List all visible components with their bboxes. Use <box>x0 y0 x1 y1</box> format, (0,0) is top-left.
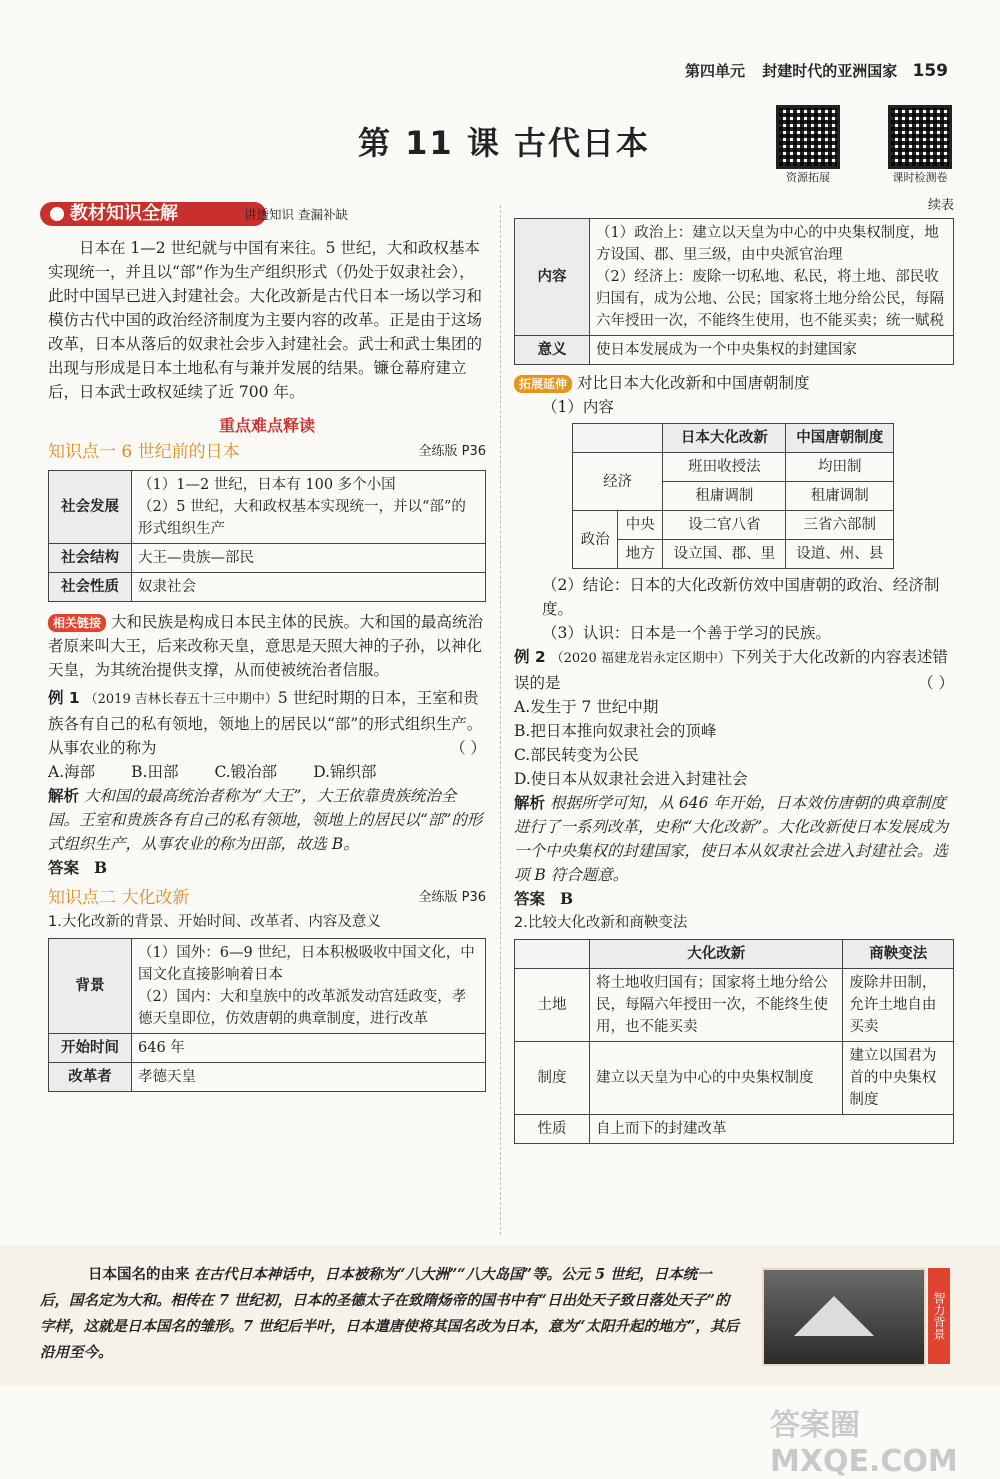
option[interactable]: A.海部 <box>48 763 96 781</box>
kp2-table <box>48 938 486 1092</box>
table-row <box>515 969 954 1042</box>
col-header: 商鞅变法 <box>843 940 954 969</box>
example-label: 例 2 <box>514 648 546 666</box>
banner-label: 教材知识全解 <box>70 203 178 224</box>
table-cell: 使日本发展成为一个中央集权的封建国家 <box>590 336 954 365</box>
left-column <box>48 236 486 1092</box>
extension-tag: 拓展延伸 <box>514 375 572 393</box>
table-row-head: 内容 <box>515 219 590 336</box>
right-column <box>514 194 954 1144</box>
example-2-options <box>514 695 954 791</box>
qr-resource-label: 资源拓展 <box>786 171 830 184</box>
kp2-ref: 全练版 P36 <box>418 890 486 905</box>
answer-paren: （ ） <box>918 674 954 692</box>
table-cell: 三省六部制 <box>786 511 894 540</box>
table-cell: 奴隶社会 <box>132 573 486 602</box>
table-row <box>573 511 894 540</box>
table-cell: 设二官八省 <box>663 511 786 540</box>
table-row-head: 社会结构 <box>49 544 132 573</box>
answer-value: B <box>93 858 108 877</box>
kp2-heading <box>48 886 486 910</box>
compare-title: 2.比较大化改新和商鞅变法 <box>514 915 688 931</box>
table-row-head: 制度 <box>515 1042 590 1115</box>
cell-line: （2）经济上：废除一切私地、私民，将土地、部民收归国有，成为公地、公民；国家将土地分给公民，每隔六年授田一次，不能终生使用，也不能买卖；统一赋税 <box>596 269 944 329</box>
table-cell <box>132 471 486 544</box>
example-2-analysis <box>514 791 954 887</box>
column-divider <box>500 205 502 1235</box>
example-stem: 5 世纪时期的日本，王室和贵族各有自己的私有领地，领地上的居民以“部”的形式组织生产。从事农业的称为 <box>48 689 483 757</box>
related-link-tag: 相关链接 <box>48 614 106 632</box>
analysis-label: 解析 <box>514 794 546 812</box>
example-1 <box>48 686 486 760</box>
option[interactable]: D.锦织部 <box>313 763 377 781</box>
mountain-icon <box>794 1296 874 1336</box>
table-row-head: 性质 <box>515 1115 590 1144</box>
table-cell: 班田收授法 <box>663 453 786 482</box>
conclusion: （2）结论：日本的大化改新仿效中国唐朝的政治、经济制度。 <box>542 576 940 618</box>
table-row <box>573 453 894 482</box>
answer-paren: （ ） <box>450 739 486 757</box>
table-row-head: 意义 <box>515 336 590 365</box>
table-cell: 租庸调制 <box>663 482 786 511</box>
table-cell: 建立以国君为首的中央集权制度 <box>843 1042 954 1115</box>
example-1-options <box>48 760 486 784</box>
answer-label: 答案 <box>514 890 546 908</box>
cell-line: （2）国内：大和皇族中的改革派发动宫廷政变，孝德天皇即位，仿效唐朝的典章制度，进行改革 <box>138 989 467 1027</box>
col-header: 日本大化改新 <box>663 424 786 453</box>
table-cell: 均田制 <box>786 453 894 482</box>
related-link <box>48 610 486 682</box>
table-row <box>515 1042 954 1115</box>
table-cell: 孝德天皇 <box>132 1063 486 1092</box>
table-row <box>49 1063 486 1092</box>
option[interactable]: B.田部 <box>131 763 179 781</box>
option[interactable]: C.锻冶部 <box>214 763 278 781</box>
compare-table <box>514 939 954 1144</box>
option[interactable]: D.使日本从奴隶社会进入封建社会 <box>514 770 748 788</box>
table-row <box>515 336 954 365</box>
table-cell: 设立国、郡、里 <box>663 540 786 569</box>
table-cell: 大王—贵族—部民 <box>132 544 486 573</box>
table-row <box>49 544 486 573</box>
kp1-label: 知识点一 6 世纪前的日本 <box>48 442 240 462</box>
extension-heading <box>514 371 954 395</box>
unit-theme: 封建时代的亚洲国家 <box>762 62 898 80</box>
kp1-heading <box>48 440 486 464</box>
page-number: 159 <box>912 61 948 81</box>
row-group: 政治 <box>573 511 618 569</box>
side-tag: 智力背景 <box>928 1268 950 1364</box>
footer-note <box>40 1262 740 1366</box>
example-1-answer <box>48 856 486 880</box>
table-cell: 646 年 <box>132 1034 486 1063</box>
option[interactable]: A.发生于 7 世纪中期 <box>514 698 659 716</box>
analysis-text: 大和国的最高统治者称为“大王”，大王依靠贵族统治全国。王室和贵族各有自己的私有领地，领地上的居民以“部”的形式组织生产，从事农业的称为田部，故选 B。 <box>48 787 483 853</box>
section-banner <box>40 202 266 226</box>
continued-table <box>514 218 954 365</box>
table-row <box>515 219 954 336</box>
cell-line: （1）国外：6—9 世纪，日本积极吸收中国文化，中国文化直接影响着日本 <box>138 945 475 983</box>
intro-paragraph: 日本在 1—2 世纪就与中国有来往。5 世纪，大和政权基本实现统一，并且以“部”作为生产组织形式（仍处于奴隶社会），此时中国早已进入封建社会。大化改新是古代日本一场以学习和模仿古代中国的政治经济制度为主要内容的改革。正是由于这场改革，日本从落后的奴隶社会步入封建社会。武士和武士集团的出现与形成是日本土地私有与兼并发展的结果。镰仓幕府建立后，日本武士政权延续了近 700 年。 <box>48 239 483 401</box>
table-cell: 将土地收归国有；国家将土地分给公民，每隔六年授田一次，不能终生使用，也不能买卖 <box>590 969 843 1042</box>
col-header: 大化改新 <box>590 940 843 969</box>
running-header <box>685 60 948 81</box>
lesson-title: 第 11 课 古代日本 <box>358 124 650 162</box>
footer-text: 在古代日本神话中，日本被称为“八大洲”“八大岛国”等。公元 5 世纪，日本统一后，国名定为大和。相传在 7 世纪初，日本的圣德太子在致隋炀帝的国书中有“日出处天子致日落处天子”的字样，这就是日本国名的雏形。7 世纪后半叶，日本遣唐使将其国名改为日本，意为“太阳升起的地方”，其后沿用至今。 <box>40 1266 739 1361</box>
table-cell <box>132 939 486 1034</box>
qr-quiz-label: 课时检测卷 <box>892 171 948 184</box>
table-row <box>49 573 486 602</box>
col-header: 中国唐朝制度 <box>786 424 894 453</box>
table-row-head: 开始时间 <box>49 1034 132 1063</box>
extension-title: 对比日本大化改新和中国唐朝制度 <box>576 374 810 392</box>
example-stem: 下列关于大化改新的内容表述错误的是 <box>514 648 948 692</box>
answer-value: B <box>559 889 574 908</box>
row-group: 经济 <box>573 453 663 511</box>
table-row <box>515 940 954 969</box>
kp2-subtitle: 1.大化改新的背景、开始时间、改革者、内容及意义 <box>48 914 381 930</box>
insight: （3）认识：日本是一个善于学习的民族。 <box>542 624 831 642</box>
table-cell: 设道、州、县 <box>786 540 894 569</box>
table-row <box>49 471 486 544</box>
footer-title: 日本国名的由来 <box>88 1267 190 1283</box>
qr-code-icon[interactable] <box>776 105 840 169</box>
kp1-table <box>48 470 486 602</box>
qr-resource[interactable] <box>768 105 848 185</box>
table-corner <box>573 424 663 453</box>
example-source: （2020 福建龙岩永定区期中） <box>550 651 731 666</box>
table-cell: 租庸调制 <box>786 482 894 511</box>
table-corner <box>515 940 590 969</box>
unit-label: 第四单元 <box>685 62 746 80</box>
table-cell <box>590 219 954 336</box>
table-cell: 自上而下的封建改革 <box>590 1115 954 1144</box>
row-sub: 地方 <box>618 540 663 569</box>
table-row-head: 社会性质 <box>49 573 132 602</box>
extension-sub: （1）内容 <box>542 398 614 416</box>
qr-quiz[interactable] <box>880 105 960 185</box>
table-row <box>515 1115 954 1144</box>
table-row-head: 背景 <box>49 939 132 1034</box>
cell-line: （1）1—2 世纪，日本有 100 多个小国 <box>138 477 396 493</box>
watermark: 答案圈 MXQE.COM <box>770 1408 958 1479</box>
table-row <box>49 939 486 1034</box>
example-2-answer <box>514 887 954 911</box>
table-row-head: 社会发展 <box>49 471 132 544</box>
related-link-text: 大和民族是构成日本民主体的民族。大和国的最高统治者原来叫大王，后来改称天皇，意思是天照大神的子孙，以神化天皇，为其统治提供支撑，从而使被统治者信服。 <box>48 613 483 679</box>
example-2 <box>514 645 954 695</box>
table-row <box>49 1034 486 1063</box>
kp2-label: 知识点二 大化改新 <box>48 888 190 908</box>
section-heading: 重点难点释读 <box>218 416 315 435</box>
table-row-head: 土地 <box>515 969 590 1042</box>
qr-code-icon[interactable] <box>888 105 952 169</box>
example-label: 例 1 <box>48 689 80 707</box>
table-cell: 废除井田制，允许土地自由买卖 <box>843 969 954 1042</box>
example-1-analysis <box>48 784 486 856</box>
table-row <box>573 540 894 569</box>
analysis-text: 根据所学可知，从 646 年开始，日本效仿唐朝的典章制度进行了一系列改革，史称“大化改新”。大化改新使日本发展成为一个中央集权的封建国家，使日本从奴隶社会进入封建社会。选项 B 符合题意。 <box>514 794 949 884</box>
bullet-icon <box>50 207 64 221</box>
example-source: （2019 吉林长春五十三中期中） <box>84 692 278 707</box>
continued-label: 续表 <box>927 198 954 213</box>
cell-line: （2）5 世纪，大和政权基本实现统一，并以“部”的形式组织生产 <box>138 499 466 537</box>
table-cell: 建立以天皇为中心的中央集权制度 <box>590 1042 843 1115</box>
kp1-ref: 全练版 P36 <box>418 444 486 459</box>
comparison-table <box>572 423 894 569</box>
table-row <box>573 424 894 453</box>
analysis-label: 解析 <box>48 787 80 805</box>
answer-label: 答案 <box>48 859 80 877</box>
option[interactable]: B.把日本推向奴隶社会的顶峰 <box>514 722 717 740</box>
table-row-head: 改革者 <box>49 1063 132 1092</box>
mount-fuji-photo <box>762 1268 926 1366</box>
banner-subtitle: 讲透知识 查漏补缺 <box>244 207 348 222</box>
option[interactable]: C.部民转变为公民 <box>514 746 639 764</box>
cell-line: （1）政治上：建立以天皇为中心的中央集权制度，地方设国、郡、里三级，由中央派官治理 <box>596 225 939 263</box>
row-sub: 中央 <box>618 511 663 540</box>
